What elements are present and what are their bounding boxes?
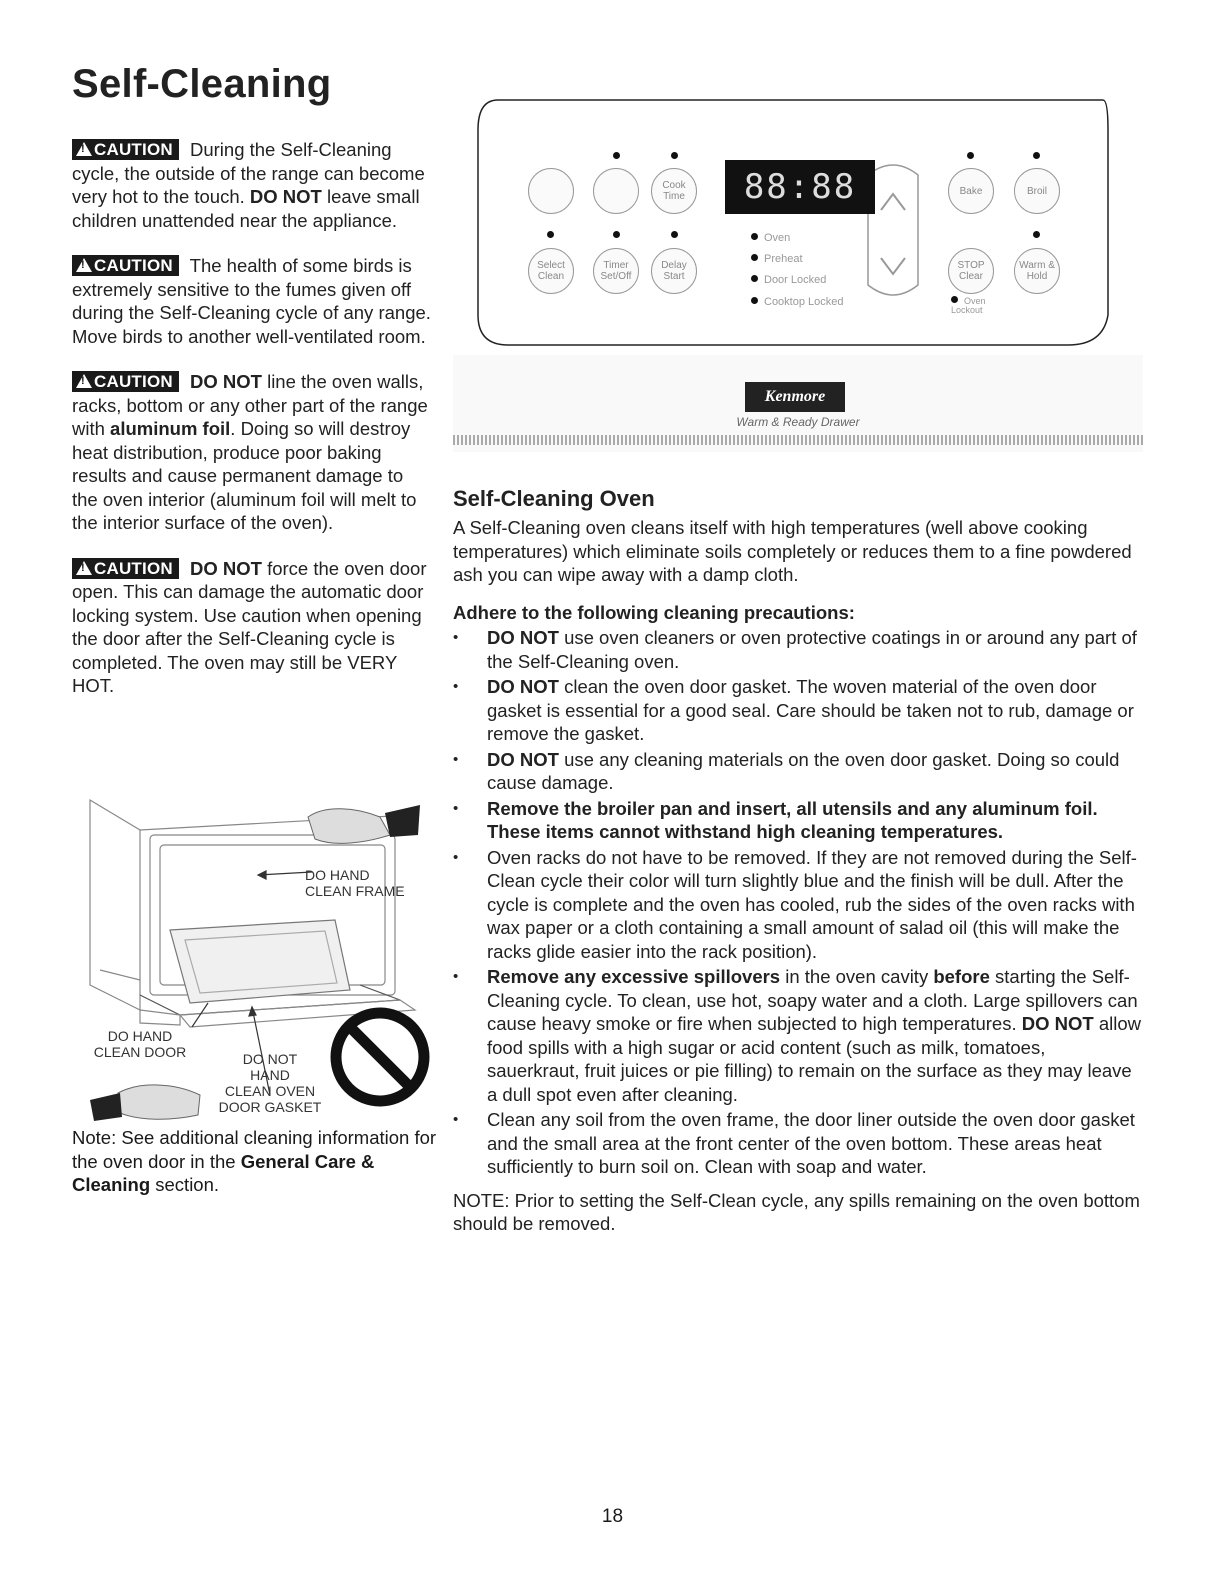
control-panel [453,90,1143,455]
list-item: • Clean any soil from the oven frame, the door liner outside the oven door gasket and the small area at the front center of the oven bottom. These areas heat sufficiently to burn soil on. Clean with soap and water. [453,1108,1143,1179]
warning-triangle-icon [76,258,92,272]
drawer-label: Warm & Ready Drawer [736,415,860,429]
final-note: NOTE: Prior to setting the Self-Clean cycle, any spills remaining on the oven bottom should be removed. [453,1189,1140,1234]
self-cleaning-oven-section [453,486,1143,1236]
page-number: 18 [601,1506,624,1527]
warning-triangle-icon [76,142,92,156]
brand-logo: Kenmore [745,382,845,412]
list-item: • DO NOT use oven cleaners or oven protective coatings in or around any part of the Self-Cleaning oven. [453,626,1143,673]
indicator-door-locked: Door Locked [751,273,826,287]
precautions-list [453,626,1143,1179]
caution-paragraph: !CAUTION DO NOT force the oven door open. This can damage the automatic door locking system. Use caution when opening the door after the Self-Cleaning cycle is completed. The oven may still be VERY HOT. [72,557,432,698]
warning-triangle-icon [76,374,92,388]
lockout-icon: Oven Lockout [951,296,986,315]
panel-button-delay-start[interactable]: Delay Start [651,248,697,294]
panel-button-bake[interactable]: Bake [948,168,994,214]
panel-button-warm-hold[interactable]: Warm & Hold [1014,248,1060,294]
panel-button-light[interactable] [528,168,574,214]
page-title: Self-Cleaning [72,62,332,106]
list-item: • Remove the broiler pan and insert, all utensils and any aluminum foil. These items cannot withstand high cleaning temperatures. [453,797,1143,844]
precautions-heading: Adhere to the following cleaning precautions: [453,601,855,623]
note-general-care: Note: See additional cleaning information for the oven door in the General Care & Cleaning section. [72,1127,437,1195]
indicator-cooktop-locked: Cooktop Locked [751,295,844,309]
caution-badge: !CAUTION [72,371,179,392]
warning-triangle-icon [76,561,92,575]
caution-badge: !CAUTION [72,558,179,579]
label-clean-frame: DO HAND CLEAN FRAME [305,867,405,899]
panel-button-clock[interactable] [593,168,639,214]
panel-button-cook-time[interactable]: Cook Time [651,168,697,214]
caution-paragraph: !CAUTION During the Self-Cleaning cycle, the outside of the range can become very hot to the touch. DO NOT leave small children unattended near the appliance. [72,138,432,232]
list-item: • DO NOT clean the oven door gasket. The woven material of the oven door gasket is essential for a good seal. Care should be taken not to rub, damage or remove the gasket. [453,675,1143,746]
section-heading: Self-Cleaning Oven [453,486,655,511]
oven-door-diagram [80,795,430,1135]
caution-badge: !CAUTION [72,139,179,160]
panel-button-stop-clear[interactable]: STOP Clear [948,248,994,294]
label-gasket: DO NOT HAND CLEAN OVEN DOOR GASKET [218,1051,322,1115]
panel-button-broil[interactable]: Broil [1014,168,1060,214]
indicator-preheat: Preheat [751,252,803,266]
section-intro: A Self-Cleaning oven cleans itself with high temperatures (well above cooking temperatures) which eliminate soils completely or reduces them to a fine powdered ash you can wipe away with a damp cloth. [453,517,1132,585]
list-item: • Remove any excessive spillovers in the oven cavity before starting the Self-Cleaning cycle. To clean, use hot, soapy water and a cloth. Large spillovers can cause heavy smoke or fire when subjected to high temperatures. DO NOT allow food spills with a high sugar or acid content (such as milk, tomatoes, sauerkraut, fruit juices or pie filling) to remain on the surface as they may leave a dull spot even after cleaning. [453,965,1143,1106]
panel-button-timer[interactable]: Timer Set/Off [593,248,639,294]
label-clean-door: DO HAND CLEAN DOOR [93,1028,187,1060]
indicator-oven: Oven [751,231,790,245]
caution-paragraph: !CAUTION The health of some birds is extremely sensitive to the fumes given off during the Self-Cleaning cycle of any range. Move birds to another well-ventilated room. [72,254,432,348]
caution-badge: !CAUTION [72,255,179,276]
list-item: • DO NOT use any cleaning materials on the oven door gasket. Doing so could cause damage. [453,748,1143,795]
caution-paragraph: !CAUTION DO NOT line the oven walls, racks, bottom or any other part of the range with aluminum foil. Doing so will destroy heat distribution, produce poor baking results and cause permanent damage to the oven interior (aluminum foil will melt to the interior surface of the oven). [72,370,432,535]
list-item: • Oven racks do not have to be removed. If they are not removed during the Self-Clean cycle their color will turn slightly blue and the finish will be dull. After the cycle is complete and the oven has cooled, rub the sides of the oven racks with wax paper or a cloth containing a small amount of salad oil (this will make the racks glide easier into the rack position). [453,846,1143,964]
caution-column [72,138,432,720]
clock-display: 88:88 [725,160,875,214]
panel-button-select-clean[interactable]: Select Clean [528,248,574,294]
